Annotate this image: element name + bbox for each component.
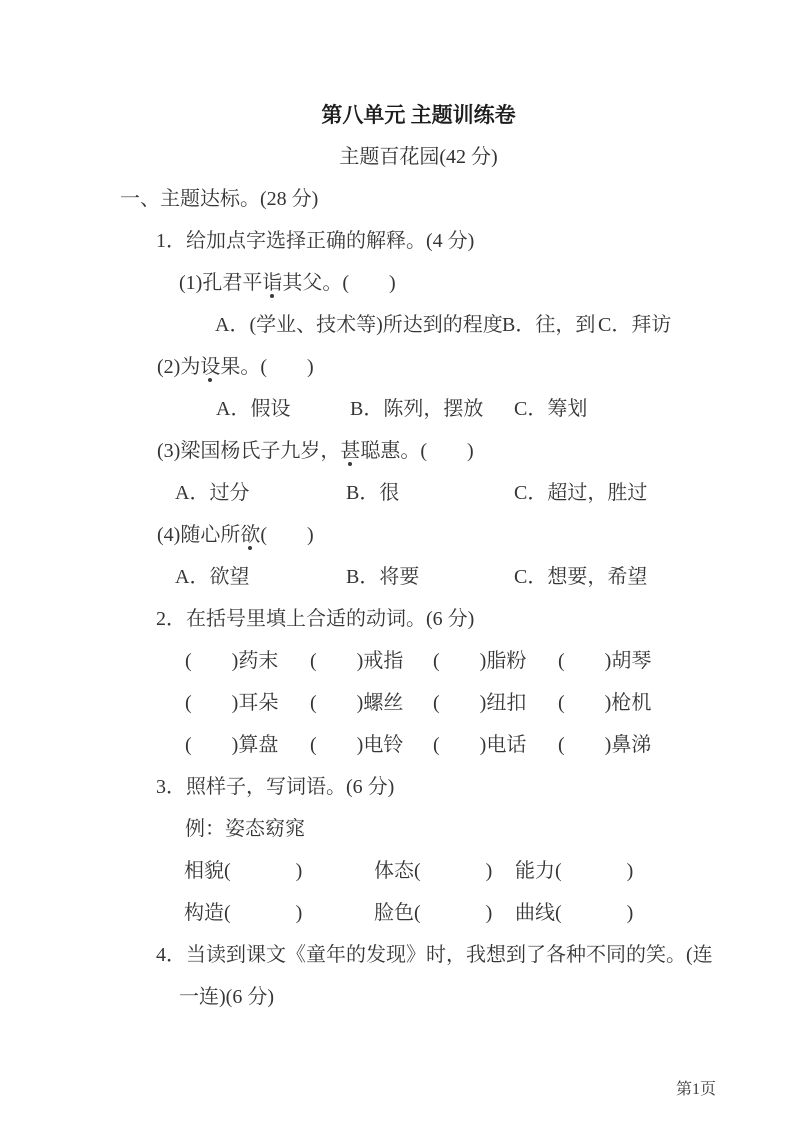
answer-blank: ( ) [185, 734, 239, 756]
q2-word: 算盘 [238, 734, 279, 756]
q1-item-1-option-a: A．(学业、技术等)所达到的程度 [215, 314, 503, 336]
q2-word: 枪机 [611, 692, 652, 714]
q1-item-3-option-b: B．很 [346, 482, 400, 504]
answer-blank: ( ) [558, 650, 612, 672]
q4-stem-line-1: 4．当读到课文《童年的发现》时，我想到了各种不同的笑。(连 [156, 944, 713, 966]
q1-item-4-dotted-char: 欲 [240, 518, 260, 547]
q1-item-1-option-c: C．拜访 [598, 314, 672, 336]
q3-word: 能力 [515, 860, 555, 882]
q1-item-2-option-c: C．筹划 [514, 398, 588, 420]
page-subtitle: 主题百花园(42 分) [339, 146, 498, 168]
answer-blank: ( ) [310, 650, 364, 672]
q2-cell [310, 724, 403, 766]
answer-blank: ( ) [414, 860, 493, 882]
q3-cell [374, 892, 492, 934]
q2-word: 耳朵 [238, 692, 279, 714]
q2-cell [433, 682, 526, 724]
answer-blank: ( ) [310, 734, 364, 756]
q1-item-3-option-c: C．超过，胜过 [514, 482, 648, 504]
q1-item-2-dotted-char: 设 [200, 350, 220, 379]
q1-item-2-option-b: B．陈列，摆放 [350, 398, 484, 420]
q2-cell [558, 640, 651, 682]
q3-word: 体态 [374, 860, 414, 882]
q2-word: 电铃 [363, 734, 404, 756]
q1-item-1 [0, 262, 793, 304]
q2-cell [185, 724, 278, 766]
answer-blank: ( ) [433, 650, 487, 672]
q1-item-3-dotted-char: 甚 [340, 434, 360, 463]
q3-cell [515, 892, 633, 934]
q3-word: 构造 [184, 902, 224, 924]
q1-item-2-post: 果。( ) [220, 356, 314, 378]
answer-blank: ( ) [558, 692, 612, 714]
q2-cell [433, 724, 526, 766]
q1-item-4-option-c: C．想要，希望 [514, 566, 648, 588]
q2-word: 螺丝 [363, 692, 404, 714]
q1-item-3 [0, 430, 793, 472]
section-heading: 一、主题达标。(28 分) [120, 188, 319, 210]
q1-item-3-pre: (3)梁国杨氏子九岁， [157, 440, 341, 462]
q1-stem: 1．给加点字选择正确的解释。(4 分) [156, 230, 475, 252]
page-title: 第八单元 主题训练卷 [321, 103, 516, 127]
q1-item-4-option-a: A．欲望 [175, 566, 250, 588]
page-number: 第1页 [676, 1081, 717, 1098]
q2-word: 脂粉 [486, 650, 527, 672]
q2-word: 戒指 [363, 650, 404, 672]
q1-item-4-option-b: B．将要 [346, 566, 420, 588]
q1-item-1-pre: (1)孔君平 [179, 272, 263, 294]
q2-word: 药末 [238, 650, 279, 672]
answer-blank: ( ) [555, 902, 634, 924]
q3-word: 曲线 [515, 902, 555, 924]
q3-stem: 3．照样子，写词语。(6 分) [156, 776, 395, 798]
q3-row-2 [0, 892, 793, 934]
q2-word: 胡琴 [611, 650, 652, 672]
q3-cell [374, 850, 492, 892]
q3-word: 相貌 [184, 860, 224, 882]
answer-blank: ( ) [433, 734, 487, 756]
q3-example: 例：姿态窈窕 [185, 818, 305, 840]
q2-cell [310, 682, 403, 724]
q3-cell [184, 892, 302, 934]
q2-word: 电话 [486, 734, 527, 756]
answer-blank: ( ) [433, 692, 487, 714]
q1-item-1-dotted-char: 诣 [262, 266, 282, 295]
q2-cell [185, 640, 278, 682]
answer-blank: ( ) [224, 860, 303, 882]
q2-cell [558, 682, 651, 724]
q2-word: 鼻涕 [611, 734, 652, 756]
q1-item-3-options [0, 472, 793, 514]
q3-row-1 [0, 850, 793, 892]
q1-item-3-option-a: A．过分 [175, 482, 250, 504]
answer-blank: ( ) [414, 902, 493, 924]
q2-cell [310, 640, 403, 682]
q1-item-2 [0, 346, 793, 388]
q1-item-2-option-a: A．假设 [216, 398, 291, 420]
answer-blank: ( ) [310, 692, 364, 714]
answer-blank: ( ) [185, 692, 239, 714]
q3-cell [515, 850, 633, 892]
q2-cell [558, 724, 651, 766]
q1-item-4-pre: (4)随心所 [157, 524, 241, 546]
q2-row-1 [0, 640, 793, 682]
q1-item-1-post: 其父。( ) [282, 272, 396, 294]
q2-row-2 [0, 682, 793, 724]
q2-stem: 2．在括号里填上合适的动词。(6 分) [156, 608, 475, 630]
q1-item-2-pre: (2)为 [157, 356, 201, 378]
q2-row-3 [0, 724, 793, 766]
q1-item-1-option-b: B．往，到 [502, 314, 596, 336]
q3-cell [184, 850, 302, 892]
answer-blank: ( ) [558, 734, 612, 756]
q1-item-3-post: 聪惠。( ) [360, 440, 474, 462]
q2-cell [433, 640, 526, 682]
q1-item-4 [0, 514, 793, 556]
q1-item-1-options [0, 304, 793, 346]
q1-item-4-options [0, 556, 793, 598]
answer-blank: ( ) [224, 902, 303, 924]
q3-word: 脸色 [374, 902, 414, 924]
q2-word: 纽扣 [486, 692, 527, 714]
q1-item-4-post: ( ) [260, 524, 314, 546]
answer-blank: ( ) [555, 860, 634, 882]
q4-stem-line-2: 一连)(6 分) [179, 986, 274, 1008]
q1-item-2-options [0, 388, 793, 430]
answer-blank: ( ) [185, 650, 239, 672]
q2-cell [185, 682, 278, 724]
